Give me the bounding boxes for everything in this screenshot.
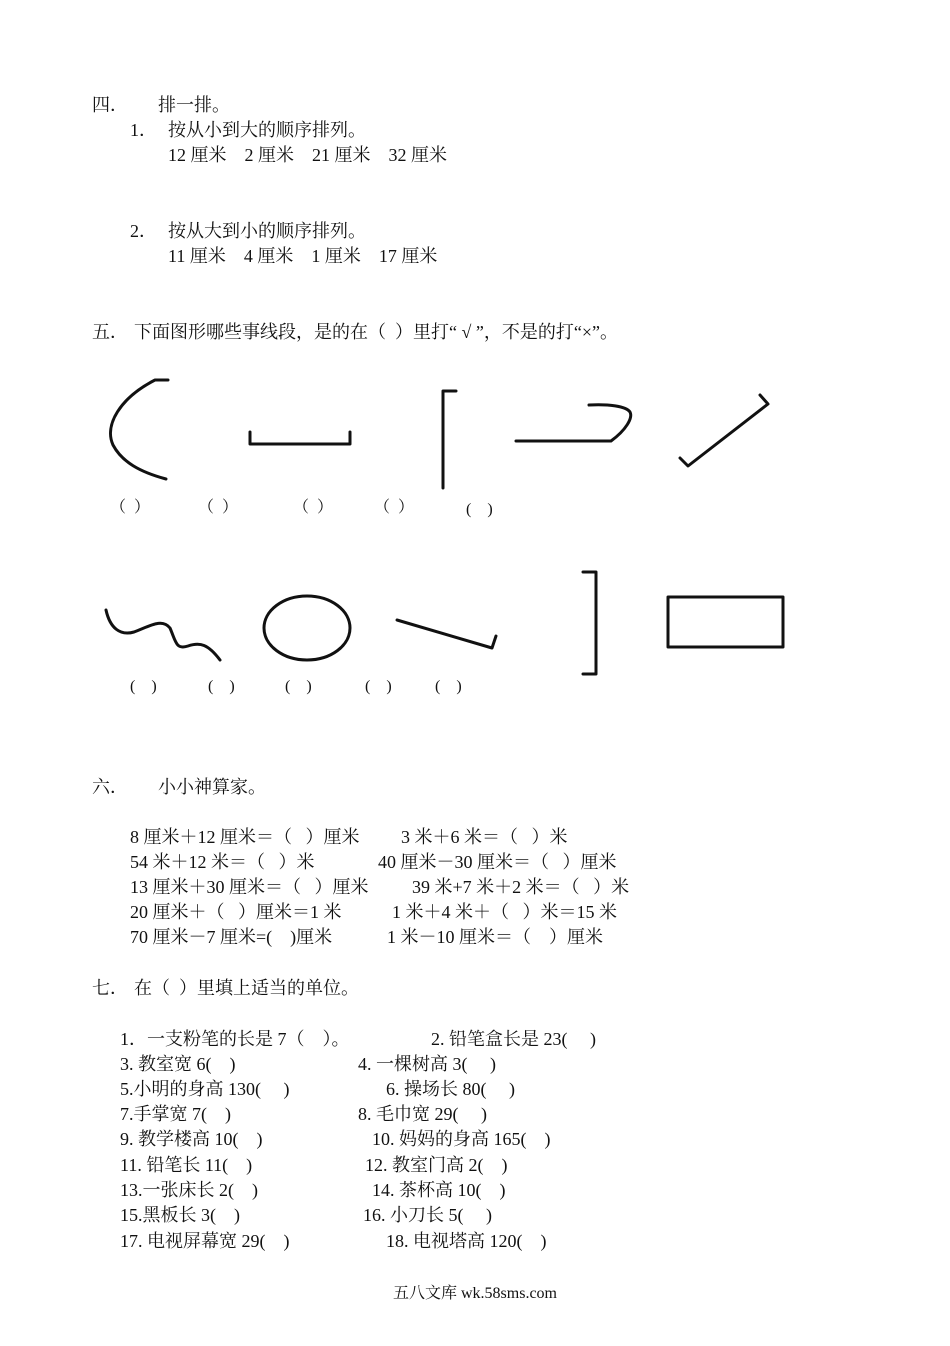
rectangle-shape bbox=[668, 597, 783, 647]
s6-row4-left: 20 厘米＋（ ）厘米＝1 米 bbox=[130, 902, 342, 922]
section7-title: 七． bbox=[92, 978, 128, 998]
s5-row2-blank-2[interactable]: ( ) bbox=[208, 678, 235, 695]
s7-item-8: 8. 毛巾宽 29( ) bbox=[358, 1104, 487, 1124]
hooked-segment-shape bbox=[397, 620, 496, 648]
ellipse-shape bbox=[264, 596, 350, 660]
hooked-line-shape bbox=[516, 405, 631, 441]
s7-item-7: 7.手掌宽 7( ) bbox=[120, 1104, 231, 1124]
s5-row2-blank-5[interactable]: ( ) bbox=[435, 678, 462, 695]
s5-row1-blank-2[interactable]: （ ） bbox=[198, 499, 239, 516]
s7-item-5: 5.小明的身高 130( ) bbox=[120, 1079, 290, 1099]
s5-row1-blank-3[interactable]: （ ） bbox=[293, 499, 334, 516]
s6-row3-left: 13 厘米＋30 厘米＝（ ）厘米 bbox=[130, 877, 369, 897]
s6-row2-right: 40 厘米－30 厘米＝（ ）厘米 bbox=[378, 852, 617, 872]
s5-row1-blank-4[interactable]: （ ） bbox=[374, 499, 415, 516]
section5-title: 五． bbox=[92, 322, 128, 342]
section5-prompt: 下面图形哪些事线段，是的在（ ）里打“ √ ”，不是的打“×”。 bbox=[134, 322, 618, 342]
s4-q1-text: 按从小到大的顺序排列。 bbox=[168, 120, 366, 140]
section7-prompt: 在（ ）里填上适当的单位。 bbox=[134, 978, 359, 998]
s7-item-16: 16. 小刀长 5( ) bbox=[363, 1205, 492, 1225]
s5-row1-blank-1[interactable]: （ ） bbox=[110, 499, 151, 516]
right-bracket-shape bbox=[583, 572, 596, 674]
s4-q2-number: 2． bbox=[130, 221, 157, 241]
s7-item-18: 18. 电视塔高 120( ) bbox=[386, 1231, 547, 1251]
s7-item-12: 12. 教室门高 2( ) bbox=[365, 1155, 508, 1175]
s4-q2-items: 11 厘米 4 厘米 1 厘米 17 厘米 bbox=[168, 246, 438, 266]
s6-row4-right: 1 米＋4 米＋（ ）米＝15 米 bbox=[392, 902, 617, 922]
s7-item-1: 1．一支粉笔的长是 7（ ）。 bbox=[120, 1029, 350, 1049]
s7-item-15: 15.黑板长 3( ) bbox=[120, 1205, 240, 1225]
s7-item-4: 4. 一棵树高 3( ) bbox=[358, 1054, 496, 1074]
curved-bracket-shape bbox=[111, 380, 168, 479]
s7-item-3: 3. 教室宽 6( ) bbox=[120, 1054, 236, 1074]
s7-item-17: 17. 电视屏幕宽 29( ) bbox=[120, 1231, 290, 1251]
s6-row1-left: 8 厘米＋12 厘米＝（ ）厘米 bbox=[130, 827, 360, 847]
s4-q1-number: 1． bbox=[130, 120, 157, 140]
s7-item-6: 6. 操场长 80( ) bbox=[386, 1079, 515, 1099]
wavy-line-shape bbox=[106, 610, 220, 660]
s7-item-10: 10. 妈妈的身高 165( ) bbox=[372, 1129, 551, 1149]
section4-subtitle: 排一排。 bbox=[158, 95, 230, 115]
s7-item-13: 13.一张床长 2( ) bbox=[120, 1180, 258, 1200]
u-bracket-shape bbox=[250, 432, 350, 444]
s7-item-14: 14. 茶杯高 10( ) bbox=[372, 1180, 506, 1200]
s5-row2-blank-1[interactable]: ( ) bbox=[130, 678, 157, 695]
section4-title: 四． bbox=[92, 95, 128, 115]
s6-row5-right: 1 米－10 厘米＝（ ）厘米 bbox=[387, 927, 603, 947]
s6-row5-left: 70 厘米－7 厘米=( )厘米 bbox=[130, 927, 333, 947]
s6-row3-right: 39 米+7 米＋2 米＝（ ）米 bbox=[412, 877, 630, 897]
diagonal-line-shape bbox=[680, 395, 768, 466]
footer-watermark: 五八文库 wk.58sms.com bbox=[392, 1285, 557, 1302]
s7-item-2: 2. 铅笔盒长是 23( ) bbox=[431, 1029, 596, 1049]
corner-bracket-shape bbox=[443, 391, 456, 488]
s6-row1-right: 3 米＋6 米＝（ ）米 bbox=[401, 827, 568, 847]
s5-row2-blank-3[interactable]: ( ) bbox=[285, 678, 312, 695]
s4-q2-text: 按从大到小的顺序排列。 bbox=[168, 221, 366, 241]
s7-item-9: 9. 教学楼高 10( ) bbox=[120, 1129, 263, 1149]
section6-subtitle: 小小神算家。 bbox=[158, 777, 266, 797]
s5-row1-blank-5[interactable]: ( ) bbox=[466, 501, 493, 518]
s6-row2-left: 54 米＋12 米＝（ ）米 bbox=[130, 852, 315, 872]
section6-title: 六． bbox=[92, 777, 128, 797]
s4-q1-items: 12 厘米 2 厘米 21 厘米 32 厘米 bbox=[168, 145, 447, 165]
s7-item-11: 11. 铅笔长 11( ) bbox=[120, 1155, 253, 1175]
s5-row2-blank-4[interactable]: ( ) bbox=[365, 678, 392, 695]
